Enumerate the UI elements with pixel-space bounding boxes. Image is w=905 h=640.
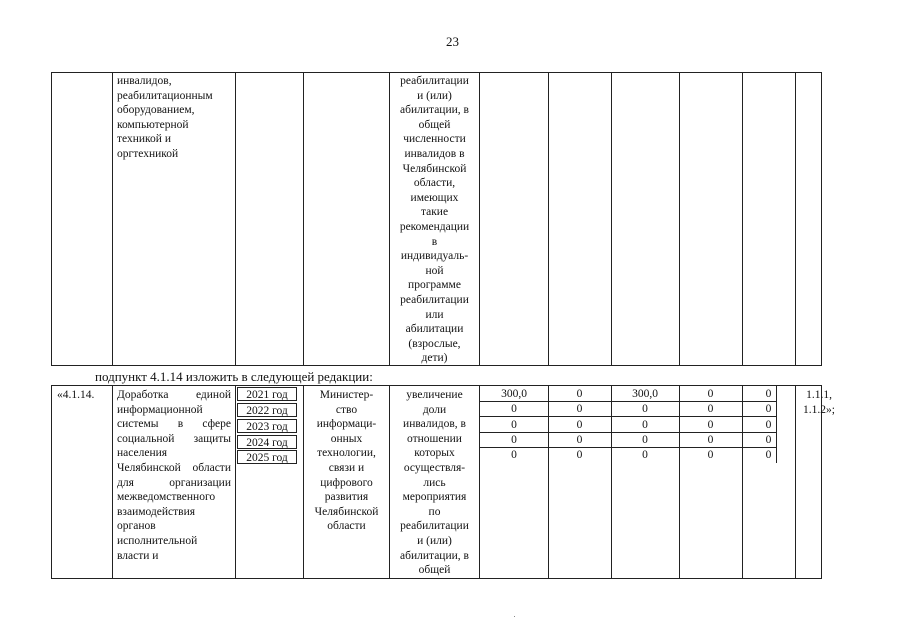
value-cell: 0 — [511, 434, 517, 446]
amendment-caption: подпункт 4.1.14 изложить в следующей редакции: — [95, 369, 373, 384]
value-cell: 300,0 — [632, 388, 658, 400]
value-cell: 0 — [576, 434, 583, 446]
value-cell: 0 — [576, 449, 583, 461]
value-cell: 0 — [765, 434, 772, 446]
value-cell: 0 — [707, 434, 714, 446]
year-2023: 2023 год — [237, 419, 297, 433]
value-cell: 0 — [765, 419, 772, 431]
page-number: 23 — [446, 34, 459, 49]
indicator: увеличение доли инвалидов, в отношении которых осуществля- лись мероприятия по реабилитации и (или) абилитации, в общей — [400, 389, 469, 577]
item-number: «4.1.14. — [57, 389, 95, 401]
value-cell: 0 — [707, 449, 714, 461]
reference-points: 1.1.1, 1.1.2»; — [803, 389, 835, 416]
value-cell: 0 — [642, 403, 648, 415]
value-cell: 0 — [707, 419, 714, 431]
indicator-continued: реабилитации и (или) абилитации, в общей численности инвалидов в Челябинской области, имеющих такие рекомендации в индивидуаль- ной программе реабилитации или абилитации (взрослые, дети) — [399, 75, 470, 365]
value-cell: 0 — [642, 449, 648, 461]
scan-speck — [514, 616, 515, 617]
event-name: Доработка единой информационной системы в сфере социальной защиты населения Челябинской области для организации межведомственного взаимодействия органов исполнительной власти и — [117, 389, 231, 562]
value-cell: 300,0 — [501, 388, 527, 400]
value-cell: 0 — [576, 403, 583, 415]
year-2025: 2025 год — [237, 450, 297, 464]
year-2021: 2021 год — [237, 387, 297, 401]
value-cell: 0 — [576, 388, 583, 400]
value-cell: 0 — [642, 419, 648, 431]
value-cell: 0 — [576, 419, 583, 431]
value-cell: 0 — [707, 388, 714, 400]
value-cell: 0 — [511, 419, 517, 431]
value-cell: 0 — [511, 449, 517, 461]
value-cell: 0 — [511, 403, 517, 415]
value-cell: 0 — [642, 434, 648, 446]
year-2022: 2022 год — [237, 403, 297, 417]
value-cell: 0 — [707, 403, 714, 415]
value-cell: 0 — [765, 403, 772, 415]
value-cell: 0 — [765, 388, 772, 400]
executor: Министер- ство информаци- онных технологии, связи и цифрового развития Челябинской области — [314, 389, 379, 533]
year-2024: 2024 год — [237, 435, 297, 449]
event-name-continued: инвалидов, реабилитационным оборудованием, компьютерной техникой и оргтехникой — [117, 75, 213, 160]
value-cell: 0 — [765, 449, 772, 461]
